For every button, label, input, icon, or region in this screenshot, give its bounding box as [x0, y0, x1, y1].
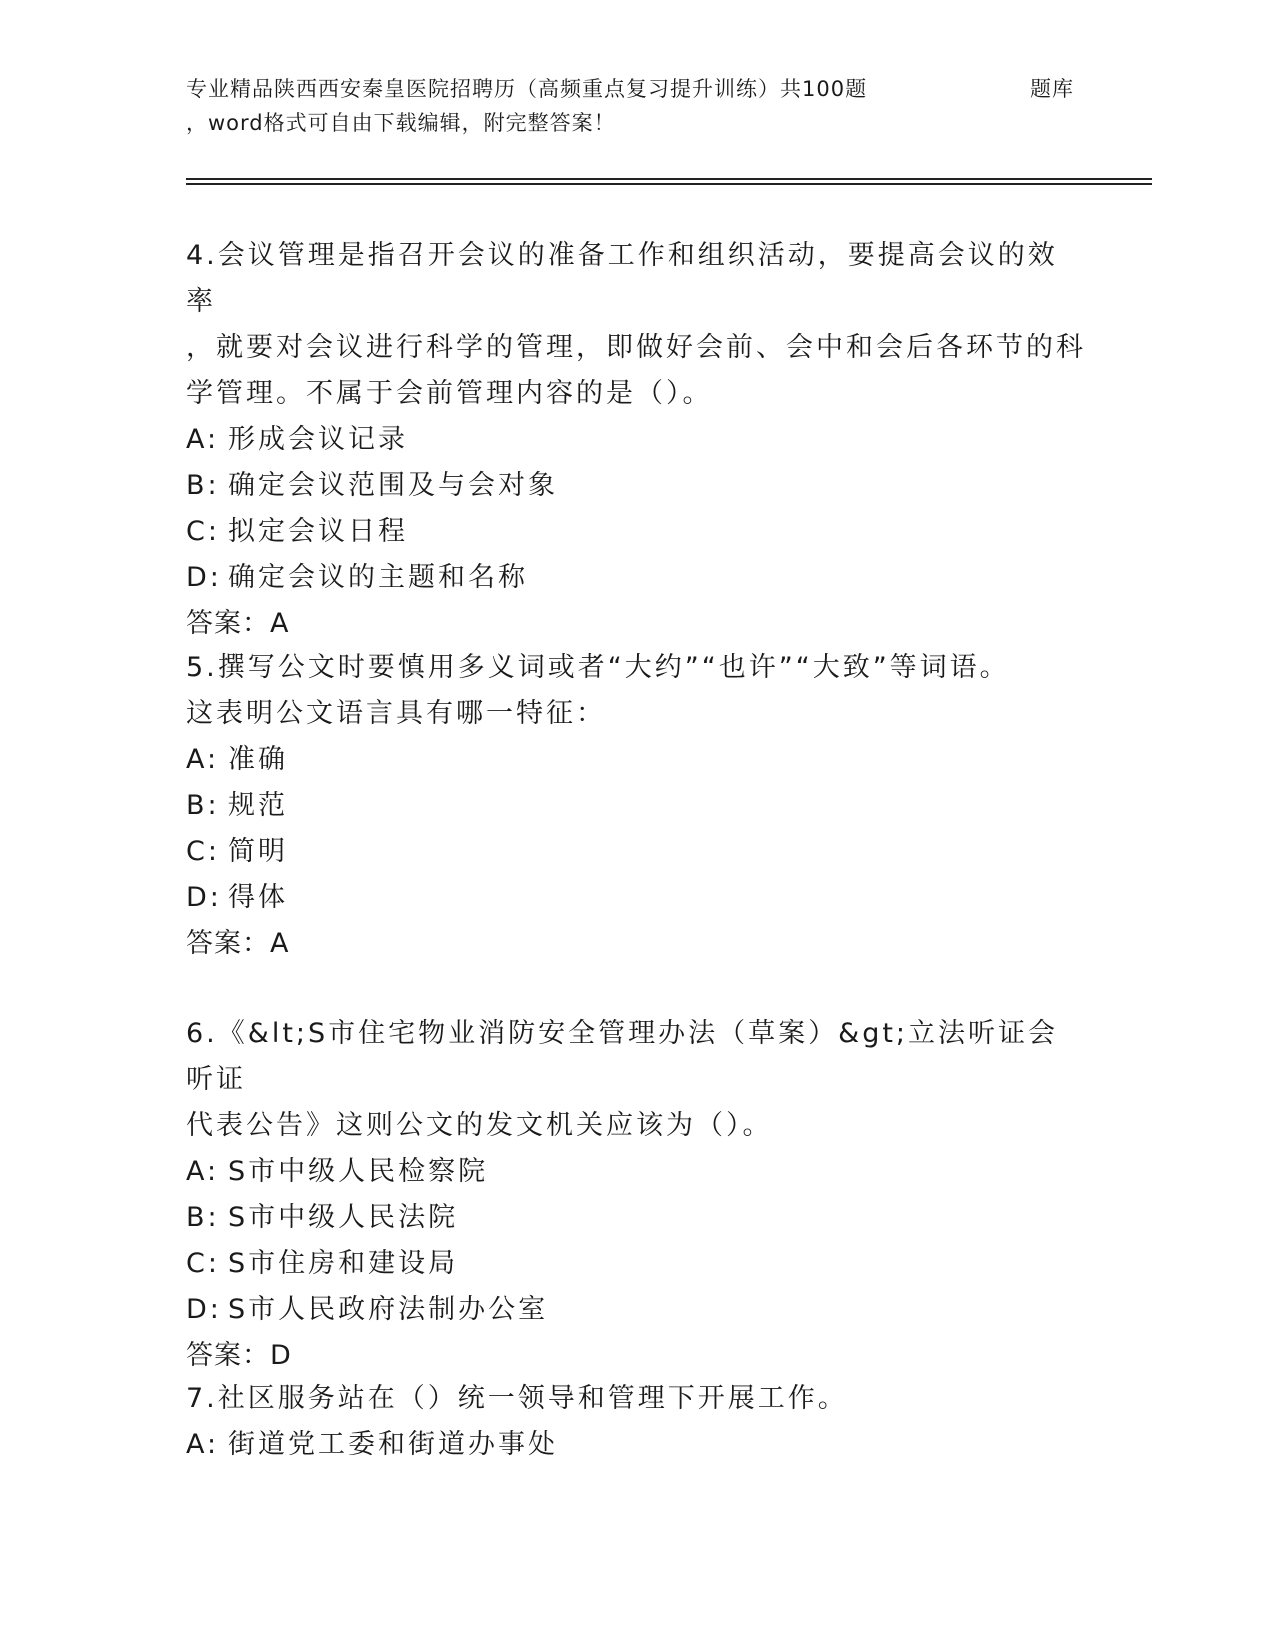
option-d	[186, 1287, 1086, 1333]
option-text: S市人民政府法制办公室	[228, 1294, 549, 1325]
question-stem-line: 7.社区服务站在（）统一领导和管理下开展工作。	[186, 1383, 848, 1414]
option-text: 拟定会议日程	[228, 516, 408, 547]
option-letter: D:	[186, 562, 222, 593]
option-text: 规范	[228, 790, 288, 821]
question-stem-line: 学管理。不属于会前管理内容的是（）。	[186, 378, 713, 409]
option-text: 形成会议记录	[228, 424, 408, 455]
option-letter: B:	[186, 470, 220, 501]
answer-line: 答案：A	[186, 928, 290, 959]
header-title-line-1: 专业精品陕西西安秦皇医院招聘历（高频重点复习提升训练）共100题	[186, 77, 868, 101]
header-divider-top	[186, 178, 1152, 180]
option-b	[186, 1195, 1086, 1241]
option-text: 准确	[228, 744, 288, 775]
header-divider-bottom	[186, 183, 1152, 185]
question-5	[186, 645, 1086, 967]
option-a	[186, 1422, 1086, 1468]
option-letter: A:	[186, 1156, 220, 1187]
option-d	[186, 555, 1086, 601]
answer-line: 答案：A	[186, 608, 290, 639]
option-letter: A:	[186, 744, 220, 775]
question-stem-line: 5.撰写公文时要慎用多义词或者“大约”“也许”“大致”等词语。	[186, 652, 1010, 683]
question-stem-line: 这表明公文语言具有哪一特征：	[186, 698, 606, 729]
header-title-line-2: ，word格式可自由下载编辑，附完整答案！	[186, 111, 616, 135]
option-c	[186, 1241, 1086, 1287]
option-letter: C:	[186, 1248, 220, 1279]
question-6	[186, 1011, 1086, 1379]
option-text: S市中级人民检察院	[228, 1156, 489, 1187]
option-c	[186, 509, 1086, 555]
option-b	[186, 463, 1086, 509]
option-letter: D:	[186, 882, 222, 913]
document-header	[186, 72, 1086, 140]
question-stem-line: 4.会议管理是指召开会议的准备工作和组织活动，要提高会议的效率	[186, 240, 1058, 317]
option-text: 确定会议范围及与会对象	[228, 470, 558, 501]
option-letter: C:	[186, 516, 220, 547]
option-letter: A:	[186, 1429, 220, 1460]
question-4	[186, 233, 1086, 647]
option-a	[186, 737, 1086, 783]
option-text: 得体	[228, 882, 288, 913]
option-letter: B:	[186, 790, 220, 821]
option-letter: B:	[186, 1202, 220, 1233]
option-a	[186, 417, 1086, 463]
option-letter: C:	[186, 836, 220, 867]
option-text: 确定会议的主题和名称	[228, 562, 528, 593]
option-text: 简明	[228, 836, 288, 867]
option-text: S市中级人民法院	[228, 1202, 459, 1233]
option-a	[186, 1149, 1086, 1195]
option-letter: A:	[186, 424, 220, 455]
question-stem-line: 代表公告》这则公文的发文机关应该为（）。	[186, 1110, 773, 1141]
question-stem-line: 6.《&lt;S市住宅物业消防安全管理办法（草案）&gt;立法听证会听证	[186, 1018, 1059, 1095]
option-d	[186, 875, 1086, 921]
option-letter: D:	[186, 1294, 222, 1325]
question-stem-line: ，就要对会议进行科学的管理，即做好会前、会中和会后各环节的科	[186, 332, 1086, 363]
option-c	[186, 829, 1086, 875]
header-tag: 题库	[1030, 77, 1074, 101]
option-text: S市住房和建设局	[228, 1248, 459, 1279]
option-text: 街道党工委和街道办事处	[228, 1429, 558, 1460]
option-b	[186, 783, 1086, 829]
answer-line: 答案：D	[186, 1340, 292, 1371]
question-7	[186, 1376, 1086, 1468]
